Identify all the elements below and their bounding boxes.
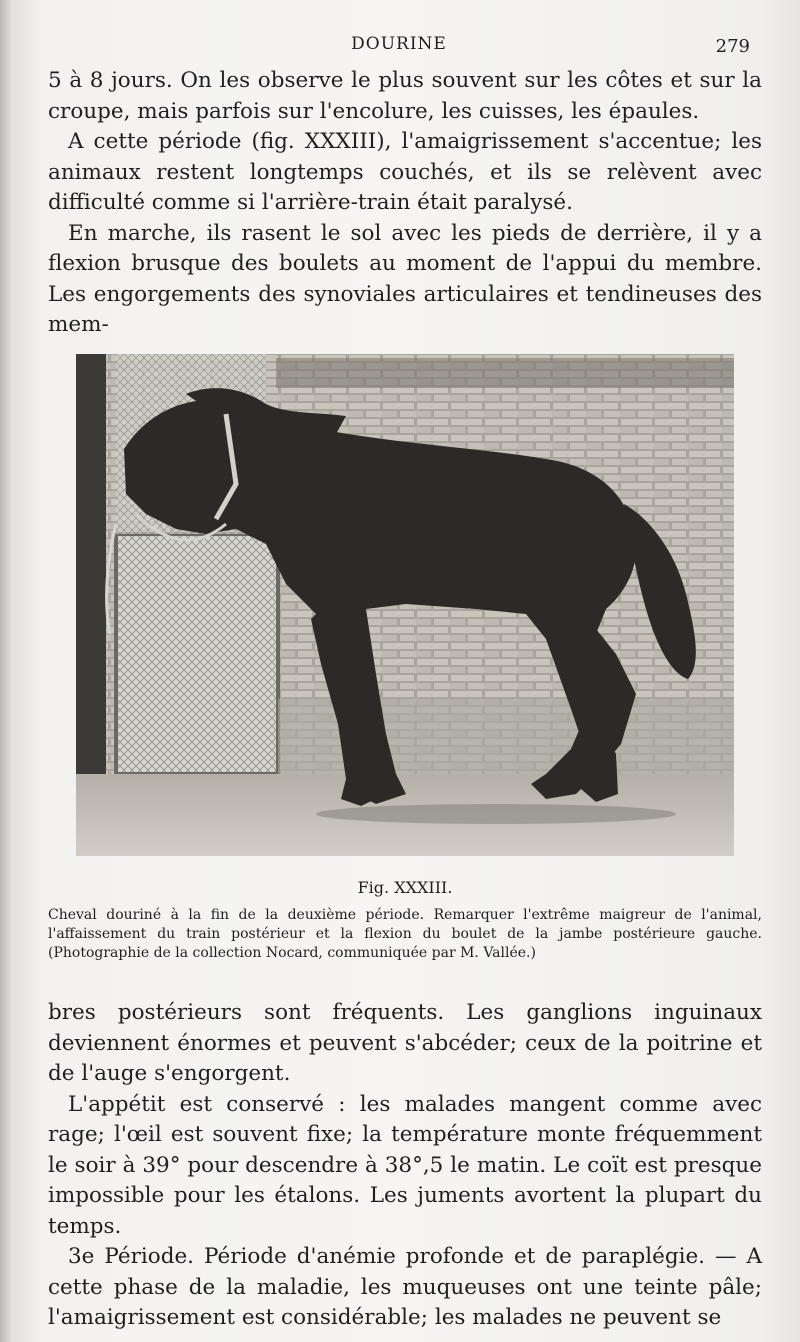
paragraph: En marche, ils rasent le sol avec les pieds de derrière, il y a flexion brusque des boulets au moment de l'appui du membre. Les engorgements des synoviales articulaires et tendineuses des mem- xyxy=(48,220,762,337)
horse-photo-illustration xyxy=(76,354,734,856)
paragraph: 5 à 8 jours. On les observe le plus souvent sur les côtes et sur la croupe, mais parfois sur l'encolure, les cuisses, les épaules. xyxy=(48,68,762,124)
figure-photograph-horse xyxy=(76,354,734,856)
running-title: DOURINE xyxy=(351,34,447,54)
figure-caption: Cheval douriné à la fin de la deuxième période. Remarquer l'extrême maigreur de l'animal, l'affaissement du train postérieur et la flexion du boulet de la jambe postérieure gauche. (Photographie de la collection Nocard, communiquée par M. Vallée.) xyxy=(48,907,762,961)
figure-label: Fig. XXXIII. xyxy=(357,878,453,897)
text-block-top xyxy=(48,66,762,341)
page-header xyxy=(48,34,750,60)
text-block-bottom xyxy=(48,998,762,1334)
page-number: 279 xyxy=(715,36,750,57)
paragraph: bres postérieurs sont fréquents. Les ganglions inguinaux deviennent énormes et peuvent s'abcéder; ceux de la poitrine et de l'auge s'engorgent. xyxy=(48,1000,762,1086)
paragraph: 3e Période. Période d'anémie profonde et de paraplégie. — A cette phase de la maladie, les muqueuses ont une teinte pâle; l'amaigrissement est considérable; les malades ne peuvent se xyxy=(48,1244,762,1330)
paragraph: L'appétit est conservé : les malades mangent comme avec rage; l'œil est souvent fixe; la température monte fréquemment le soir à 39° pour descendre à 38°,5 le matin. Le coït est presque impossible pour les étalons. Les juments avortent la plupart du temps. xyxy=(48,1091,762,1239)
paragraph: A cette période (fig. XXXIII), l'amaigrissement s'accentue; les animaux restent longtemps couchés, et ils se relèvent avec difficulté comme si l'arrière-train était paralysé. xyxy=(48,129,762,215)
page-gutter-shadow xyxy=(0,0,14,1342)
mesh-gate xyxy=(116,534,278,774)
